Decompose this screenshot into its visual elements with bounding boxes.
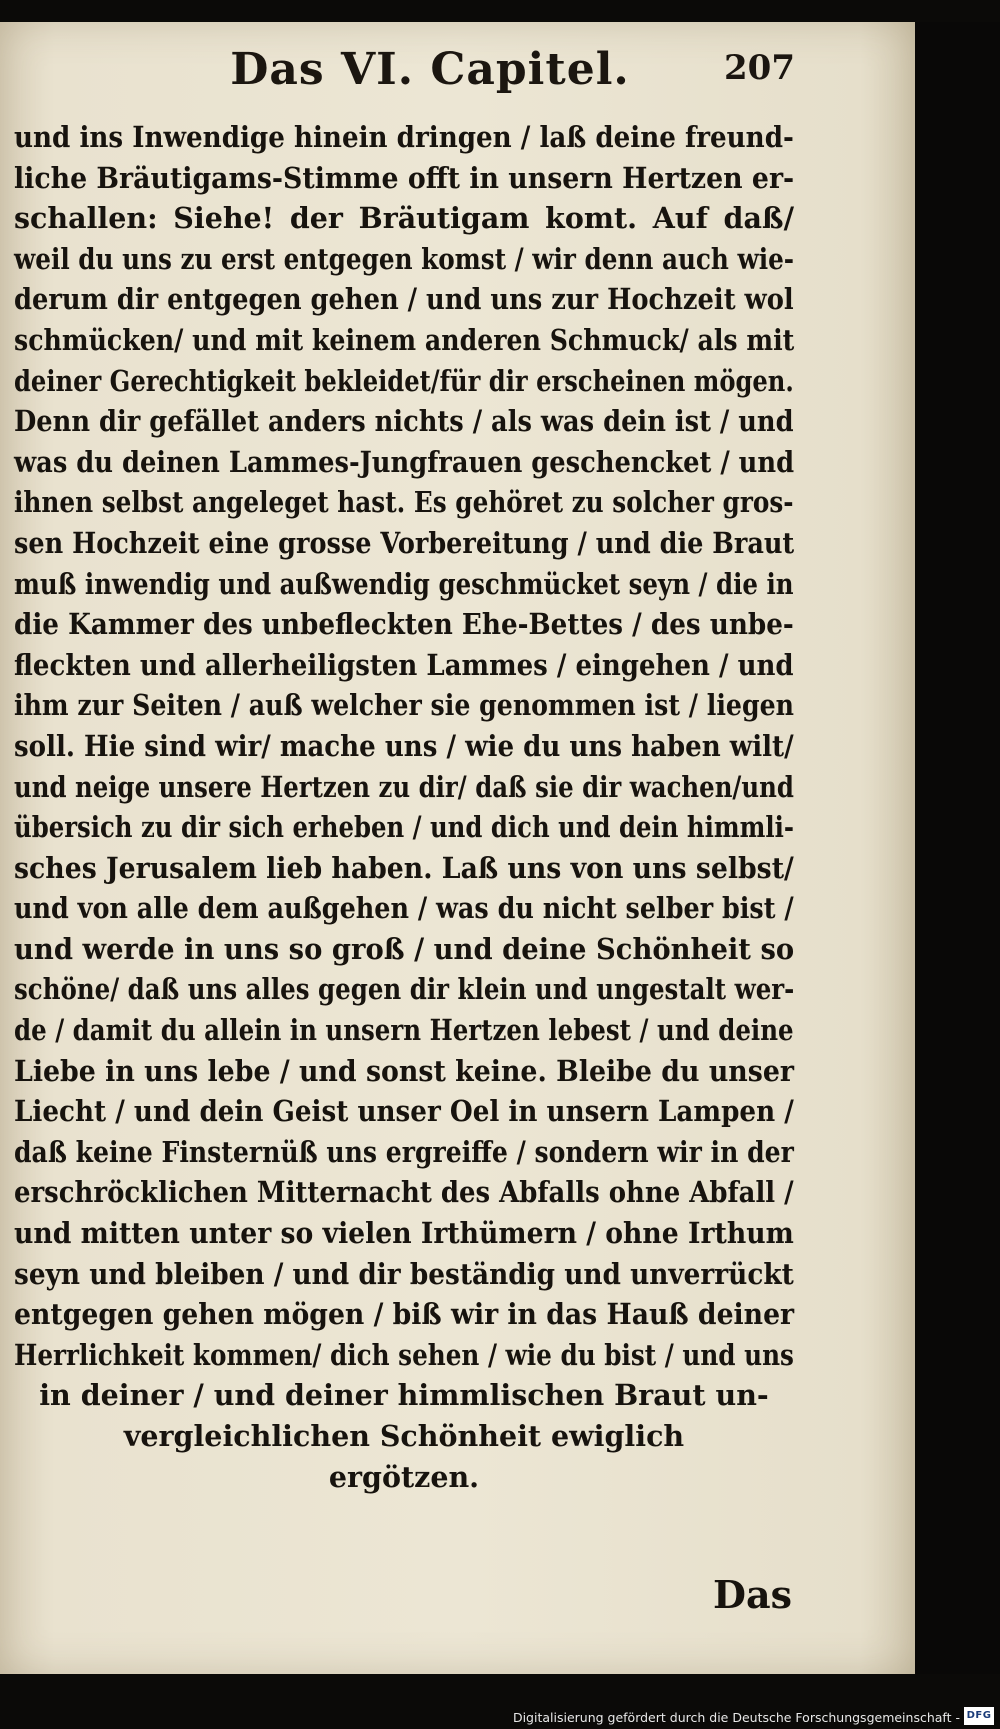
text-line: schöne/ daß uns alles gegen dir klein und ungestalt wer- [14,972,795,1007]
running-head: Das VI. Capitel. [230,44,630,95]
text-line: seyn und bleiben / und dir beständig und unverrückt [14,1256,794,1291]
text-line: was du deinen Lammes-Jungfrauen geschencket / und [14,444,795,479]
text-line: schallen: Siehe! der Bräutigam komt. Auf daß/ [14,201,794,236]
text-line: deiner Gerechtigkeit bekleidet/für dir erscheinen mögen. [14,363,794,398]
scan-gutter [915,22,1000,1674]
text-line: erschröcklichen Mitternacht des Abfalls ohne Abfall / [14,1175,794,1210]
catchword: Das [713,1572,792,1617]
text-line: weil du uns zu erst entgegen komst / wir denn auch wie- [14,241,795,276]
text-line: übersich zu dir sich erheben / und dich und dein himmli- [14,810,794,845]
text-line: vergleichlichen Schönheit ewiglich [123,1419,685,1453]
text-line: Herrlichkeit kommen/ dich sehen / wie du bist / und uns [14,1337,794,1372]
text-line: in deiner / und deiner himmlischen Braut un- [39,1378,769,1413]
text-line: die Kammer des unbefleckten Ehe-Bettes / des unbe- [14,607,794,642]
text-line: und mitten unter so vielen Irthümern / ohne Irthum [14,1216,794,1251]
funding-credit: Digitalisierung gefördert durch die Deutsche Forschungsgemeinschaft - [512,1710,960,1725]
text-line: daß keine Finsternüß uns ergreiffe / sondern wir in der [14,1134,794,1169]
body-text [14,117,794,1497]
page-header [0,44,915,114]
dfg-logo: DFG [964,1707,994,1725]
text-line: Denn dir gefället anders nichts / als was dein ist / und [14,404,794,439]
text-line: muß inwendig und außwendig geschmücket seyn / die in [14,566,794,601]
text-line: entgegen gehen mögen / biß wir in das Hauß deiner [14,1297,795,1332]
page-number: 207 [724,48,795,88]
text-line: und ins Inwendige hinein dringen / laß deine freund- [14,120,794,154]
text-line: und von alle dem außgehen / was du nicht selber bist / [14,891,794,926]
text-line: ihnen selbst angeleget hast. Es gehöret zu solcher gros- [14,485,794,520]
text-line: ihm zur Seiten / auß welcher sie genommen ist / liegen [14,688,794,723]
text-line: ergötzen. [328,1459,480,1494]
text-line: Liebe in uns lebe / und sonst keine. Bleibe du unser [14,1053,795,1088]
text-line: Liecht / und dein Geist unser Oel in unsern Lampen / [14,1094,794,1129]
text-line: sches Jerusalem lieb haben. Laß uns von uns selbst/ [14,850,794,885]
text-line: schmücken/ und mit keinem anderen Schmuck/ als mit [14,322,795,357]
text-line: derum dir entgegen gehen / und uns zur Hochzeit wol [14,282,794,317]
text-line: fleckten und allerheiligsten Lammes / eingehen / und [14,647,794,682]
text-line: de / damit du allein in unsern Hertzen lebest / und deine [14,1013,794,1048]
text-line: und werde in uns so groß / und deine Schönheit so [14,931,795,966]
text-line: und neige unsere Hertzen zu dir/ daß sie dir wachen/und [14,769,794,804]
text-line: soll. Hie sind wir/ mache uns / wie du uns haben wilt/ [14,728,794,763]
text-line: sen Hochzeit eine grosse Vorbereitung / und die Braut [14,525,795,560]
text-line: liche Bräutigams-Stimme offt in unsern Hertzen er- [14,160,795,195]
